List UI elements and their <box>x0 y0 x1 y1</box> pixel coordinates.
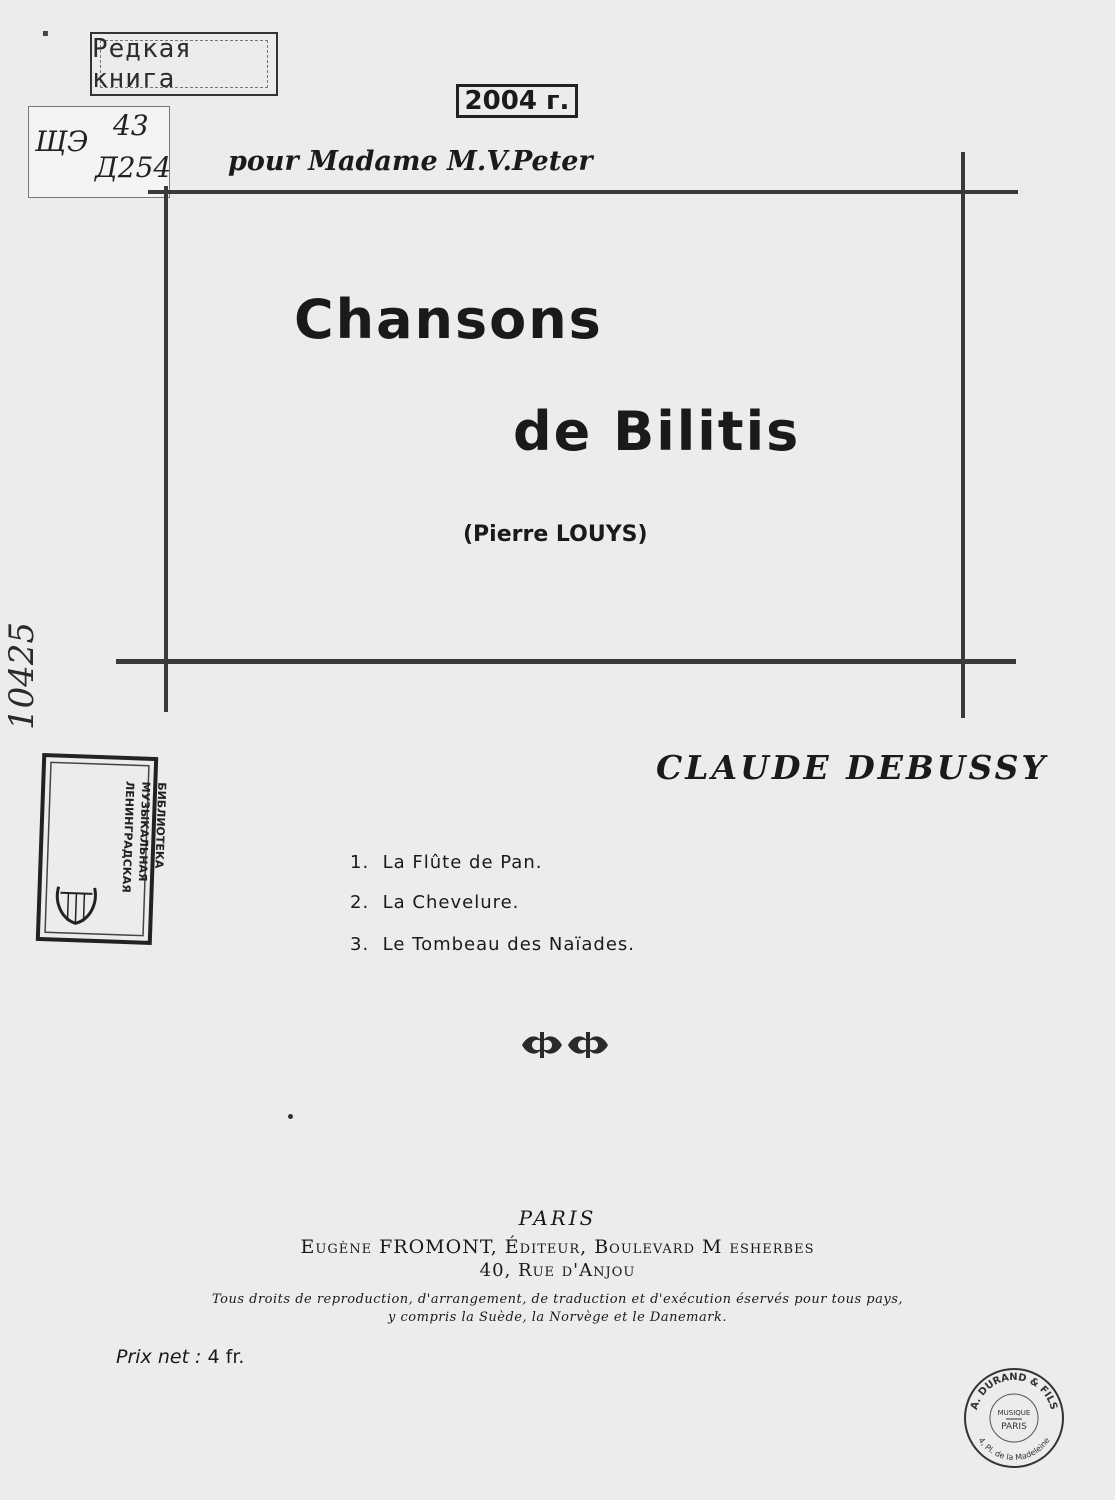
library-stamp-line-3: БИБЛИОТЕКА <box>152 781 169 869</box>
shop-stamp-bottom-text: 4, Pl. de la Madeleine <box>976 1435 1052 1463</box>
price <box>116 1346 244 1368</box>
shelf-mark-part-1: ЩЭ <box>35 125 89 158</box>
frame-right-line <box>961 152 965 718</box>
shelf-mark-part-2: 43 <box>113 109 149 142</box>
rights-line-2: y compris la Suède, la Norvège et le Danemark. <box>388 1310 727 1325</box>
shop-stamp-top-text: A. DURAND & FILS <box>968 1371 1060 1412</box>
lyre-icon <box>56 887 95 924</box>
song-number: 1. <box>350 852 370 873</box>
song-item-1 <box>350 852 542 873</box>
library-stamp-line-1: ЛЕНИНГРАДСКАЯ <box>119 780 137 893</box>
song-title: La Chevelure. <box>382 892 520 913</box>
shelf-mark-part-3: Д254 <box>95 151 172 184</box>
imprint-address: 40, Rue d'Anjou <box>479 1260 636 1281</box>
composer-name: CLAUDE DEBUSSY <box>656 748 1049 787</box>
song-item-3 <box>350 934 635 955</box>
rights-line-1: Tous droits de reproduction, d'arrangement, de traduction et d'exécution éservés pour tous pays, <box>211 1292 904 1307</box>
song-title: La Flûte de Pan. <box>382 852 543 873</box>
imprint-publisher: Eugène FROMONT, Éditeur, Boulevard M esherbes <box>300 1236 815 1258</box>
song-item-2 <box>350 892 519 913</box>
title-line-2: de Bilitis <box>513 400 801 463</box>
shop-stamp-center-top: MUSIQUE <box>997 1409 1031 1417</box>
title-line-1: Chansons <box>294 288 603 351</box>
ornament-icon <box>520 1028 610 1062</box>
frame-left-line <box>164 186 168 712</box>
shop-stamp <box>962 1366 1066 1470</box>
corner-mark: ▪ <box>42 28 49 39</box>
price-label: Prix net : <box>116 1346 202 1368</box>
inventory-number: 10425 <box>2 621 42 730</box>
rare-book-stamp-text: Редкая книга <box>92 34 192 94</box>
year-stamp <box>456 84 578 118</box>
library-stamp <box>35 752 169 946</box>
song-number: 3. <box>350 934 370 955</box>
price-value: 4 fr. <box>207 1346 245 1368</box>
year-stamp-text: 2004 г. <box>464 86 570 116</box>
song-number: 2. <box>350 892 370 913</box>
song-title: Le Tombeau des Naïades. <box>382 934 636 955</box>
ink-dot <box>288 1114 293 1119</box>
library-stamp-line-2: МУЗЫКАЛЬНАЯ <box>135 781 153 882</box>
poet-name: (Pierre LOUYS) <box>463 522 648 547</box>
shelf-mark-note <box>28 106 170 198</box>
frame-top-line <box>148 190 1018 194</box>
frame-bottom-line <box>116 659 1016 664</box>
rare-book-stamp <box>90 32 278 96</box>
imprint-city: PARIS <box>518 1206 597 1230</box>
dedication: pour Madame M.V.Peter <box>228 146 593 177</box>
shop-stamp-center-bottom: PARIS <box>1001 1422 1027 1432</box>
svg-text:A. DURAND & FILS <box>969 1372 1059 1411</box>
